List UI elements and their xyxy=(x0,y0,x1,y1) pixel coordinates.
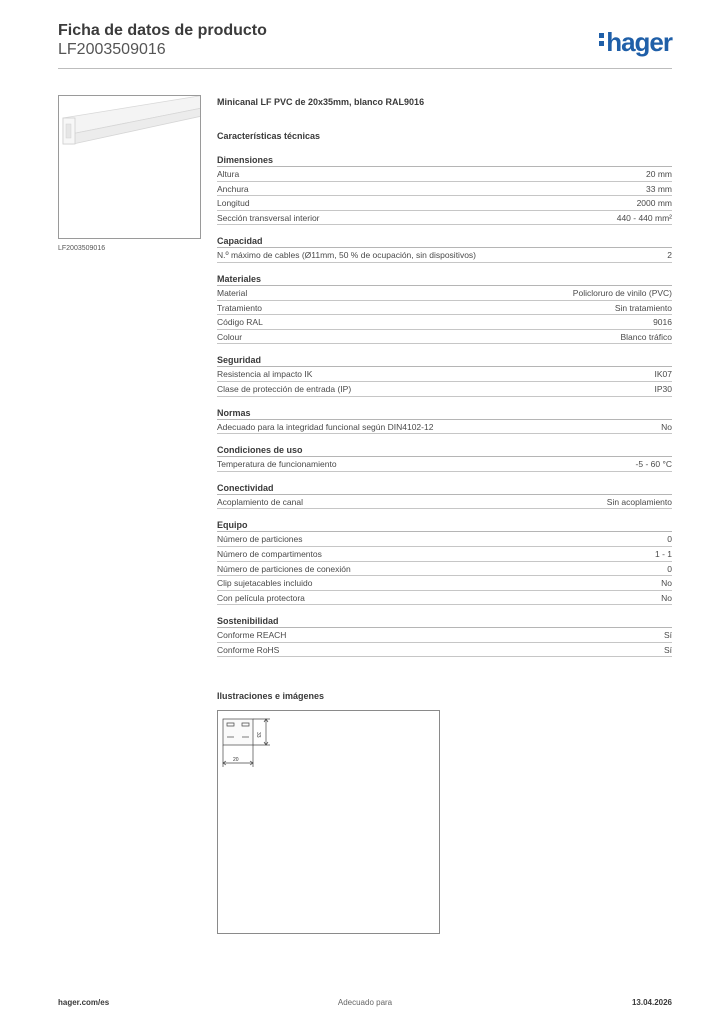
spec-row xyxy=(217,591,672,606)
spec-value: 0 xyxy=(667,563,672,574)
spec-row xyxy=(217,628,672,643)
hager-logo[interactable] xyxy=(599,28,672,56)
spec-value: No xyxy=(661,592,672,603)
spec-section xyxy=(217,235,672,263)
spec-row xyxy=(217,196,672,211)
page-header xyxy=(58,22,672,68)
section-title: Conectividad xyxy=(217,482,672,495)
section-title: Seguridad xyxy=(217,354,672,367)
tech-heading: Características técnicas xyxy=(217,131,321,141)
spec-sections xyxy=(217,154,672,657)
spec-value: Policloruro de vinilo (PVC) xyxy=(572,287,672,298)
illustrations-title: Ilustraciones e imágenes xyxy=(217,691,325,701)
section-title: Capacidad xyxy=(217,235,672,248)
spec-value: 33 mm xyxy=(646,183,672,194)
spec-row xyxy=(217,367,672,382)
section-title: Equipo xyxy=(217,519,672,532)
product-name: Minicanal LF PVC de 20x35mm, blanco RAL9016 xyxy=(217,97,425,107)
spec-label: Código RAL xyxy=(217,317,263,328)
spec-row xyxy=(217,286,672,301)
spec-label: Longitud xyxy=(217,198,250,209)
spec-value: Blanco tráfico xyxy=(620,331,672,342)
spec-value: No xyxy=(661,578,672,589)
spec-label: Conforme RoHS xyxy=(217,644,280,655)
header-divider xyxy=(58,68,672,69)
spec-section xyxy=(217,519,672,605)
spec-label: Material xyxy=(217,287,248,298)
dim-height-label: 33 xyxy=(255,732,261,738)
section-title: Normas xyxy=(217,407,672,420)
spec-label: Tratamiento xyxy=(217,302,263,313)
section-title: Sostenibilidad xyxy=(217,615,672,628)
spec-section xyxy=(217,444,672,472)
spec-value: Sí xyxy=(663,630,672,641)
spec-label: Acoplamiento de canal xyxy=(217,496,304,507)
dimension-drawing xyxy=(218,711,439,933)
spec-value: 0 xyxy=(667,534,672,545)
spec-row xyxy=(217,182,672,197)
spec-row xyxy=(217,532,672,547)
spec-label: Conforme REACH xyxy=(217,630,287,641)
spec-section xyxy=(217,482,672,510)
spec-value: -5 - 60 °C xyxy=(635,459,672,470)
spec-row xyxy=(217,643,672,658)
spec-row xyxy=(217,420,672,435)
spec-row xyxy=(217,330,672,345)
spec-value: 440 - 440 mm² xyxy=(616,212,672,223)
spec-row xyxy=(217,547,672,562)
spec-row xyxy=(217,495,672,510)
spec-value: 2000 mm xyxy=(636,198,672,209)
product-reference: LF2003509016 xyxy=(58,41,166,58)
spec-value: 20 mm xyxy=(646,169,672,179)
spec-label: Número de particiones de conexión xyxy=(217,563,351,574)
spec-label: Sección transversal interior xyxy=(217,212,320,223)
spec-value: 1 - 1 xyxy=(654,548,672,559)
spec-value: Sin tratamiento xyxy=(614,302,672,313)
spec-label: Número de particiones xyxy=(217,534,303,545)
section-title: Dimensiones xyxy=(217,154,672,167)
spec-row xyxy=(217,167,672,182)
section-title: Materiales xyxy=(217,273,672,286)
spec-value: 2 xyxy=(667,250,672,261)
logo-dots-icon xyxy=(599,30,605,49)
spec-row xyxy=(217,562,672,577)
footer-date: 13.04.2026 xyxy=(631,998,672,1007)
logo-text: hager xyxy=(606,27,672,57)
page-title: Ficha de datos de producto xyxy=(58,22,267,39)
spec-row xyxy=(217,382,672,397)
spec-label: Altura xyxy=(217,169,240,179)
footer-website-link[interactable]: hager.com/es xyxy=(58,998,110,1007)
spec-value: 9016 xyxy=(653,317,672,328)
spec-section xyxy=(217,407,672,435)
spec-value: IK07 xyxy=(654,369,672,380)
spec-section xyxy=(217,354,672,396)
section-title: Condiciones de uso xyxy=(217,444,672,457)
spec-section xyxy=(217,615,672,657)
spec-value: Sí xyxy=(663,644,672,655)
dim-width-label: 20 xyxy=(233,757,239,763)
spec-row xyxy=(217,576,672,591)
spec-label: Resistencia al impacto IK xyxy=(217,369,313,380)
spec-row xyxy=(217,301,672,316)
spec-label: Con película protectora xyxy=(217,592,305,603)
spec-content xyxy=(217,96,672,657)
spec-section xyxy=(217,154,672,225)
spec-row xyxy=(217,248,672,263)
spec-value: IP30 xyxy=(654,383,672,394)
spec-row xyxy=(217,315,672,330)
spec-section xyxy=(217,273,672,344)
spec-label: Clip sujetacables incluido xyxy=(217,578,313,589)
spec-label: Clase de protección de entrada (IP) xyxy=(217,383,352,394)
spec-label: Adecuado para la integridad funcional según DIN4102-12 xyxy=(217,421,434,432)
page-footer xyxy=(58,998,672,1010)
spec-value: Sin acoplamiento xyxy=(606,496,672,507)
illustration-frame xyxy=(217,710,440,934)
minicanal-illustration xyxy=(59,96,201,239)
spec-label: N.º máximo de cables (Ø11mm, 50 % de ocupación, sin dispositivos) xyxy=(217,250,477,261)
spec-label: Número de compartimentos xyxy=(217,548,322,559)
footer-center: Adecuado para xyxy=(337,998,393,1007)
product-image xyxy=(58,95,201,239)
image-caption: LF2003509016 xyxy=(58,245,106,252)
spec-label: Anchura xyxy=(217,183,249,194)
spec-row xyxy=(217,211,672,226)
spec-value: No xyxy=(661,421,672,432)
spec-label: Temperatura de funcionamiento xyxy=(217,459,337,470)
spec-row xyxy=(217,457,672,472)
spec-label: Colour xyxy=(217,331,243,342)
